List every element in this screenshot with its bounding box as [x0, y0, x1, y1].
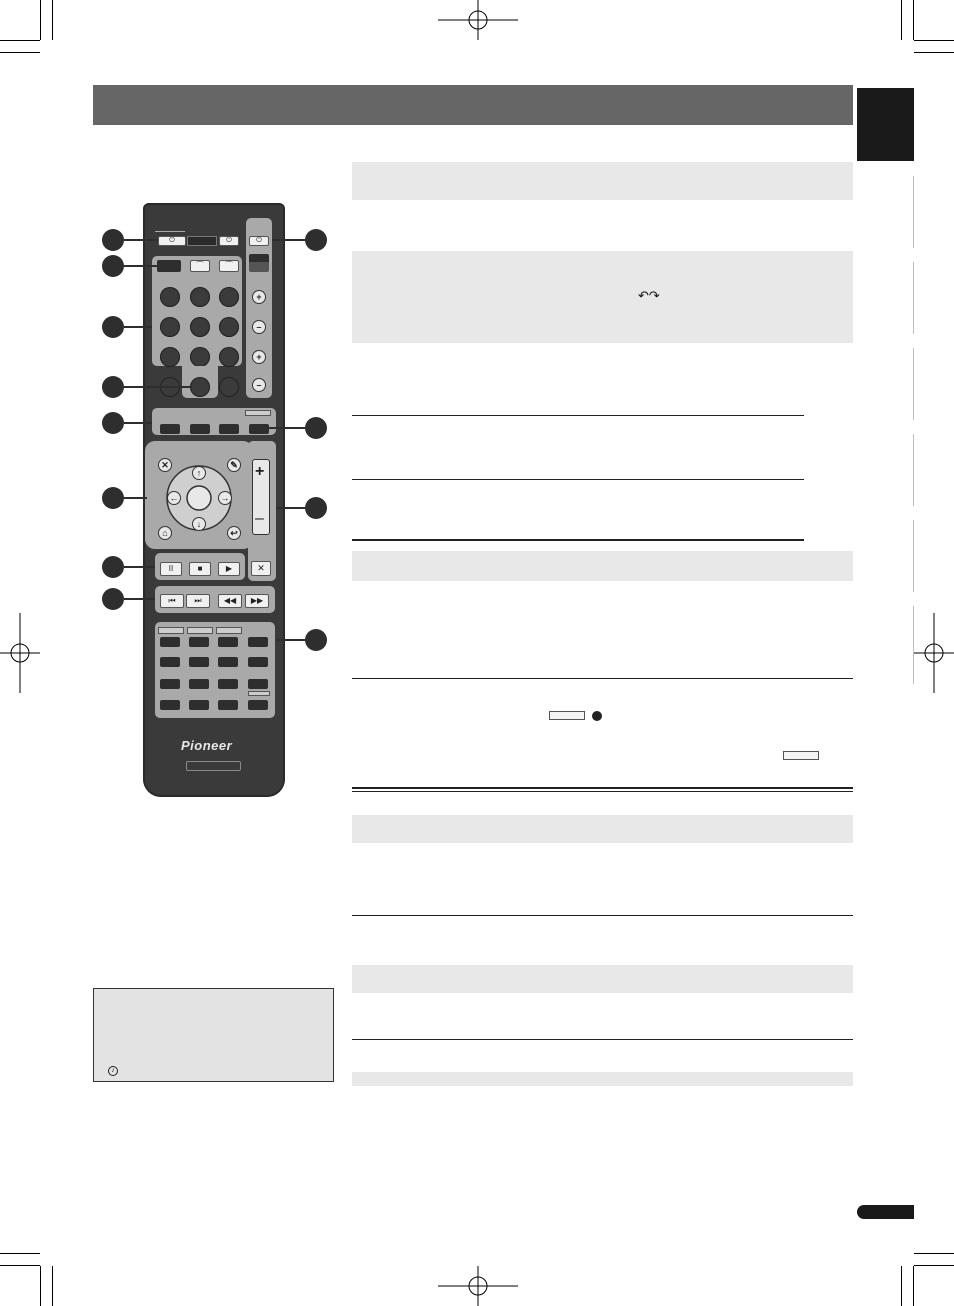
leader-line: [276, 507, 305, 509]
lower-label: [158, 627, 184, 634]
leader-line: [124, 566, 155, 568]
next-button[interactable]: ⏭: [186, 594, 210, 608]
section-title-bar: [93, 85, 853, 125]
tv-input-button[interactable]: [249, 262, 269, 272]
function-button[interactable]: [219, 424, 239, 434]
lower-label: [248, 691, 270, 696]
callout-marker: [102, 316, 124, 338]
tv-power-button[interactable]: ⏻: [249, 236, 269, 246]
leader-line: [124, 265, 157, 267]
lower-button[interactable]: [189, 657, 209, 667]
filled-circle-icon: [592, 711, 602, 721]
minus-button[interactable]: [248, 679, 268, 689]
crop-mark: [0, 1265, 40, 1266]
callout-marker: [305, 497, 327, 519]
lower-button[interactable]: [160, 637, 180, 647]
remote-label-strip: [187, 236, 217, 246]
crop-mark: [40, 1266, 41, 1306]
lower-button[interactable]: [160, 679, 180, 689]
lower-button[interactable]: [189, 700, 209, 710]
leader-line: [124, 326, 152, 328]
number-button[interactable]: [219, 347, 239, 367]
leader-line: [268, 427, 305, 429]
callout-marker: [305, 417, 327, 439]
number-button[interactable]: [160, 347, 180, 367]
lower-button[interactable]: [218, 700, 238, 710]
previous-button[interactable]: ⏮: [160, 594, 184, 608]
lower-button[interactable]: [248, 637, 268, 647]
registration-mark: [438, 0, 518, 40]
lower-button[interactable]: [160, 700, 180, 710]
section-divider-thick: [352, 787, 853, 789]
number-button[interactable]: [190, 317, 210, 337]
divider: [352, 479, 804, 480]
leader-line: [272, 239, 305, 241]
callout-marker: [102, 588, 124, 610]
lower-button[interactable]: [218, 679, 238, 689]
crop-mark: [901, 0, 902, 40]
leader-line: [124, 386, 192, 388]
side-index-line: [913, 262, 914, 334]
registration-mark: [438, 1266, 518, 1306]
function-button[interactable]: [160, 424, 180, 434]
lower-button[interactable]: [189, 679, 209, 689]
input-select-button[interactable]: [157, 260, 181, 272]
lower-button[interactable]: [160, 657, 180, 667]
play-button[interactable]: ▶: [218, 562, 240, 576]
brand-logo: Pioneer: [181, 738, 233, 753]
leader-line: [124, 598, 155, 600]
item-heading-band: [352, 251, 853, 343]
lower-label: [216, 627, 242, 634]
section-divider-thin: [352, 791, 853, 792]
crop-mark: [913, 1266, 914, 1306]
crop-mark: [914, 1265, 954, 1266]
note-box: [93, 988, 334, 1082]
callout-marker: [102, 229, 124, 251]
cursor-up-button[interactable]: ↑: [192, 466, 206, 480]
crop-mark: [914, 40, 954, 41]
crop-mark: [0, 40, 40, 41]
crop-mark: [914, 1253, 954, 1254]
callout-marker: [102, 412, 124, 434]
side-index-line: [913, 606, 914, 684]
tv-volume-down-button[interactable]: –: [252, 320, 266, 334]
crop-mark: [40, 0, 41, 40]
lower-button[interactable]: [248, 700, 268, 710]
number-button[interactable]: [190, 377, 210, 397]
rewind-button[interactable]: ◀◀: [218, 594, 242, 608]
crop-mark: [901, 1266, 902, 1306]
crop-mark: [914, 52, 954, 53]
function-button[interactable]: [190, 424, 210, 434]
number-button[interactable]: [219, 287, 239, 307]
divider: [352, 539, 804, 541]
crop-mark: [0, 1253, 40, 1254]
item-heading-band: [352, 162, 853, 200]
page-number-tab: [857, 1205, 914, 1219]
side-index-line: [913, 176, 914, 248]
tv-channel-down-button[interactable]: –: [252, 378, 266, 392]
crop-mark: [0, 52, 40, 53]
side-index-line: [913, 348, 914, 420]
number-button[interactable]: [190, 347, 210, 367]
side-index-line: [913, 434, 914, 506]
fast-forward-button[interactable]: ▶▶: [245, 594, 269, 608]
divider: [352, 915, 853, 916]
number-button[interactable]: [160, 317, 180, 337]
mute-button[interactable]: ✕: [251, 561, 271, 576]
key-label-box: [549, 711, 585, 720]
item-heading-band: [352, 1072, 853, 1086]
volume-down-label: –: [255, 510, 264, 527]
item-heading-band: [352, 965, 853, 993]
input-prev-button[interactable]: ⌒: [190, 260, 210, 272]
cursor-left-button[interactable]: ←: [167, 491, 181, 505]
leader-line: [275, 639, 305, 641]
side-index-line: [913, 520, 914, 592]
chapter-tab: [857, 88, 914, 161]
callout-marker: [305, 629, 327, 651]
note-icon: ♪: [108, 1066, 118, 1076]
callout-marker: [102, 556, 124, 578]
return-button[interactable]: ↩: [227, 526, 241, 540]
cursor-down-button[interactable]: ↓: [192, 517, 206, 531]
callout-marker: [305, 229, 327, 251]
volume-up-label: +: [255, 463, 265, 480]
key-label-box: [783, 751, 819, 760]
lower-label: [187, 627, 213, 634]
power-button[interactable]: ⏻: [219, 236, 239, 246]
leader-line: [124, 239, 158, 241]
return-arrows-icon: ↶↷: [638, 288, 660, 303]
registration-mark: [914, 613, 954, 693]
input-next-button[interactable]: ⌒: [219, 260, 239, 272]
leader-line: [124, 497, 147, 499]
lower-button[interactable]: [218, 657, 238, 667]
number-button[interactable]: [219, 317, 239, 337]
lower-button[interactable]: [189, 637, 209, 647]
stop-button[interactable]: ■: [189, 562, 211, 576]
number-button[interactable]: [219, 377, 239, 397]
cursor-right-button[interactable]: →: [218, 491, 232, 505]
divider: [352, 415, 804, 416]
function-label: [245, 410, 271, 416]
divider: [352, 678, 853, 679]
tools-button[interactable]: ✎: [227, 458, 241, 472]
leader-line: [124, 422, 152, 424]
divider: [352, 1039, 853, 1040]
crop-mark: [52, 1266, 53, 1306]
crop-mark: [913, 0, 914, 40]
item-heading-band: [352, 551, 853, 581]
tv-channel-up-button[interactable]: +: [252, 350, 266, 364]
receiver-power-button[interactable]: ⏻: [158, 236, 186, 246]
number-button[interactable]: [190, 287, 210, 307]
callout-marker: [102, 255, 124, 277]
model-plate: [186, 761, 241, 771]
tv-volume-up-button[interactable]: +: [252, 290, 266, 304]
cancel-button[interactable]: ✕: [158, 458, 172, 472]
registration-mark: [0, 613, 40, 693]
callout-marker: [102, 376, 124, 398]
item-heading-band: [352, 815, 853, 843]
lower-button[interactable]: [218, 637, 238, 647]
remote-label-strip: [155, 231, 185, 232]
crop-mark: [52, 0, 53, 40]
pause-button[interactable]: II: [160, 562, 182, 576]
number-button[interactable]: [160, 287, 180, 307]
function-button[interactable]: [249, 424, 269, 434]
plus-button[interactable]: [248, 657, 268, 667]
callout-marker: [102, 487, 124, 509]
home-button[interactable]: ⌂: [158, 526, 172, 540]
